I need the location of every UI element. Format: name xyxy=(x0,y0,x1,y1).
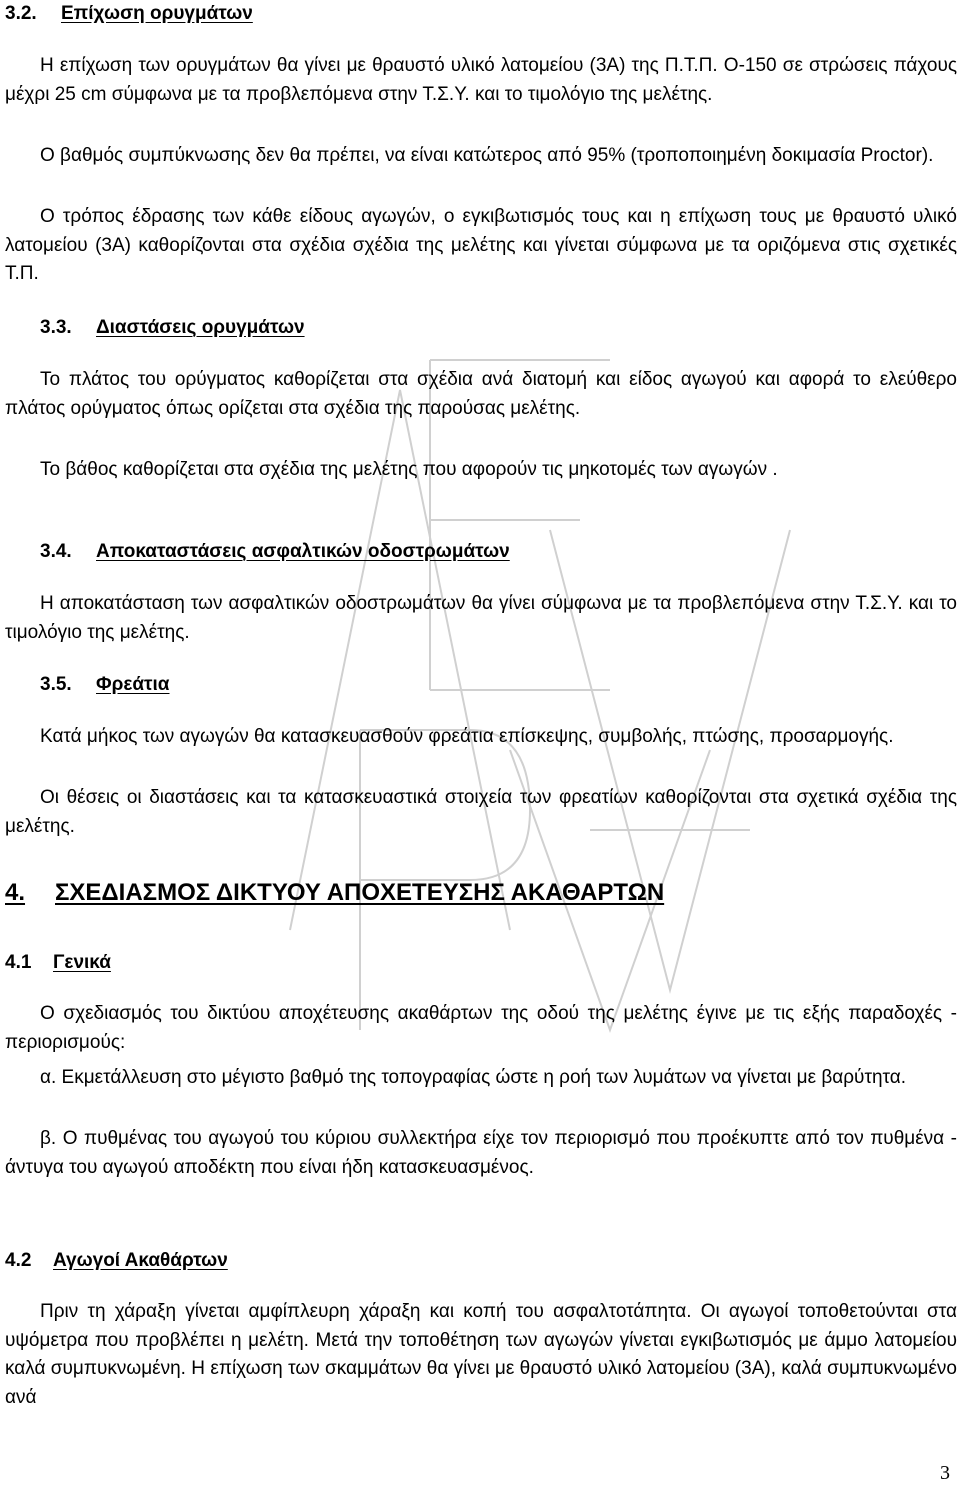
section-heading-3-5 xyxy=(40,674,170,696)
section-title: Διαστάσεις ορυγμάτων xyxy=(96,317,305,338)
page-number: 3 xyxy=(940,1462,950,1484)
section-heading-3-4 xyxy=(40,541,510,563)
paragraph: Οι θέσεις οι διαστάσεις και τα κατασκευαστικά στοιχεία των φρεατίων καθορίζονται στα σχετικά σχέδια της μελέτης. xyxy=(5,787,957,837)
chapter-title: ΣΧΕΔΙΑΣΜΟΣ ΔΙΚΤΥΟΥ ΑΠΟΧΕΤΕΥΣΗΣ ΑΚΑΘΑΡΤΩΝ xyxy=(55,879,665,906)
section-number: 3.5. xyxy=(40,674,72,695)
paragraph: Κατά μήκος των αγωγών θα κατασκευασθούν φρεάτια επίσκεψης, συμβολής, πτώσης, προσαρμογής. xyxy=(40,726,894,747)
watermark-logo xyxy=(250,330,810,1050)
paragraph: Η επίχωση των ορυγμάτων θα γίνει με θραυστό υλικό λατομείου (3Α) της Π.Τ.Π. Ο-150 σε στρώσεις πάχους μέχρι 25 cm σύμφωνα με τα προβλεπόμενα στην Τ.Σ.Υ. και το τιμολόγιο της μελέτης. xyxy=(5,55,957,105)
paragraph: β. Ο πυθμένας του αγωγού του κύριου συλλεκτήρα είχε τον περιορισμό που προέκυπτε από τον πυθμένα - άντυγα του αγωγού αποδέκτη που είναι ήδη κατασκευασμένος. xyxy=(5,1128,957,1178)
paragraph: Το πλάτος του ορύγματος καθορίζεται στα σχέδια ανά διατομή και είδος αγωγού και αφορά το ελεύθερο πλάτος ορύγματος όπως ορίζεται στα σχέδια της παρούσας μελέτης. xyxy=(5,369,957,419)
section-number: 4.2 xyxy=(5,1250,32,1271)
paragraph: Το βάθος καθορίζεται στα σχέδια της μελέτης που αφορούν τις μηκοτομές των αγωγών . xyxy=(40,459,778,480)
section-number: 4.1 xyxy=(5,952,32,973)
section-title: Γενικά xyxy=(53,952,111,973)
paragraph: Η αποκατάσταση των ασφαλτικών οδοστρωμάτων θα γίνει σύμφωνα με τα προβλεπόμενα στην Τ.Σ.Υ. και το τιμολόγιο της μελέτης. xyxy=(5,593,957,643)
section-heading-3-2 xyxy=(5,3,253,25)
section-title: Φρεάτια xyxy=(96,674,170,695)
paragraph: Ο σχεδιασμός του δικτύου αποχέτευσης ακαθάρτων της οδού της μελέτης έγινε με τις εξής παραδοχές - περιορισμούς: xyxy=(5,1003,957,1053)
chapter-heading-4 xyxy=(5,879,664,907)
section-number: 3.4. xyxy=(40,541,72,562)
section-title: Αποκαταστάσεις ασφαλτικών οδοστρωμάτων xyxy=(96,541,510,562)
paragraph: α. Εκμετάλλευση στο μέγιστο βαθμό της τοπογραφίας ώστε η ροή των λυμάτων να γίνεται με βαρύτητα. xyxy=(40,1067,907,1088)
section-heading-4-2 xyxy=(5,1250,228,1272)
chapter-number: 4. xyxy=(5,879,26,906)
paragraph: Ο βαθμός συμπύκνωσης δεν θα πρέπει, να είναι κατώτερος από 95% (τροποποιημένη δοκιμασία Proctor). xyxy=(40,145,934,166)
paragraph: Ο τρόπος έδρασης των κάθε είδους αγωγών, ο εγκιβωτισμός τους και η επίχωση τους με θραυστό υλικό λατομείου (3Α) καθορίζονται στα σχέδια σχέδια της μελέτης και γίνεται σύμφωνα με τα οριζόμενα στις σχετικές Τ.Π. xyxy=(5,206,957,284)
paragraph: Πριν τη χάραξη γίνεται αμφίπλευρη χάραξη και κοπή του ασφαλτοτάπητα. Οι αγωγοί τοποθετούνται στα υψόμετρα που προβλέπει η μελέτη. Μετά την τοποθέτηση των αγωγών γίνεται εγκιβωτισμός με άμμο λατομείου καλά συμπυκνωμένη. Η επίχωση των σκαμμάτων θα γίνει με θραυστό υλικό λατομείου (3Α), καλά συμπυκνωμένο ανά xyxy=(5,1301,957,1408)
section-number: 3.2. xyxy=(5,3,37,24)
section-title: Αγωγοί Ακαθάρτων xyxy=(53,1250,228,1271)
section-heading-3-3 xyxy=(40,317,305,339)
section-title: Επίχωση ορυγμάτων xyxy=(61,3,253,24)
section-heading-4-1 xyxy=(5,952,111,974)
section-number: 3.3. xyxy=(40,317,72,338)
